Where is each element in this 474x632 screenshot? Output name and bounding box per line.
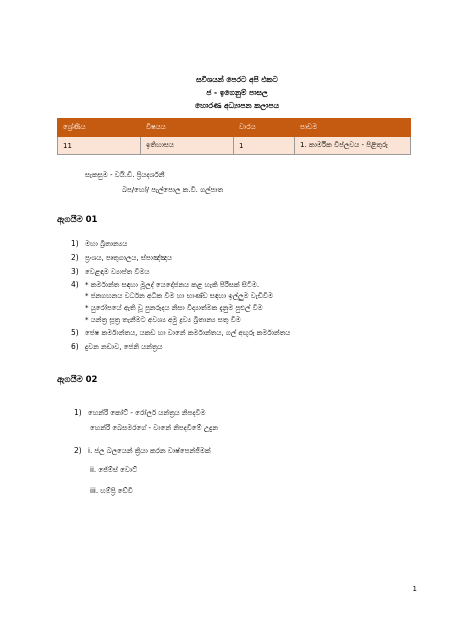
- item-number: 4): [71, 280, 79, 289]
- list-item: [71, 239, 127, 249]
- list-item: [71, 342, 163, 352]
- item-text: * කර්මාන්ත සඳහා මූලද් යෙදෝජනය කළ හැකි පිරිසක් සිටීම.: [85, 281, 260, 289]
- table-header-row: [58, 119, 411, 137]
- list-item: [90, 487, 133, 496]
- header-line-3: හොරණ අධ්‍යාපන කලාපය: [195, 101, 279, 110]
- compiler-school: බප/හෝ/ පැල්පොල ක.වි. ගල්පාත: [122, 186, 224, 194]
- item-number: 6): [71, 342, 79, 351]
- item-text: ii. ජේම්ස් වොට්: [90, 466, 138, 474]
- item-number: 1): [74, 408, 82, 417]
- cell-grade: 11: [58, 137, 141, 155]
- list-item: [90, 424, 218, 433]
- header-lesson: පාඩම: [295, 119, 411, 137]
- list-item: [71, 267, 150, 277]
- item-number: 5): [71, 328, 79, 337]
- list-item: [85, 304, 263, 313]
- list-item: [71, 253, 172, 263]
- item-text: * ජනගහනය වර්ධන අධික වීම හා භාණ්ඩ සඳහා ඉල්ලුම වැඩිවීම: [85, 292, 273, 300]
- item-text: * යන්ත්‍ර සූත්‍ර තැනීමට අවශ්‍ය අමු ද්‍රව්‍ය බ්‍රිතාන්‍ය සතු වීම: [85, 316, 241, 324]
- compiler-name: සැකසුම - වයි.ඩී. ප්‍රියදර්ශනී: [85, 171, 165, 179]
- header-subject: විෂයය: [141, 119, 234, 137]
- item-number: 1): [71, 239, 79, 248]
- item-text: * යුරෝපයේ ඇති වූ පුනරුදය නිසා විද්‍යාත්මක දැනුම පුළුල් වීම: [85, 304, 263, 312]
- list-item: [74, 446, 211, 456]
- item-number: 3): [71, 267, 79, 276]
- section-2-title: ඇගයීම 02: [57, 375, 98, 385]
- item-text: හෙන්රි කෝට් - රෝලර් යන්ත්‍රය නිපදවීම: [88, 409, 206, 417]
- list-item: [85, 316, 241, 325]
- item-text: ජෙෂ කර්මාන්තය, යකඩ හා වානේ කර්මාන්තය, ගල් අඟුරු කර්මාන්තය: [85, 329, 291, 337]
- item-text: හෙන්රි බෙසමරගේ - වානේ නිපදවීමේ උදුන: [90, 424, 218, 432]
- list-item: [90, 466, 137, 475]
- section-1-title: ඇගයීම 01: [57, 215, 98, 225]
- item-number: 2): [71, 253, 79, 262]
- list-item: [74, 408, 206, 418]
- lesson-table: [57, 118, 411, 155]
- item-text: මහා බ්‍රිතාන්‍යය: [85, 240, 128, 248]
- cell-lesson: 1. කාර්මික විප්ලවය - පිළිතුරු: [295, 137, 411, 155]
- table-row: [58, 137, 411, 155]
- item-number: 2): [74, 446, 82, 455]
- cell-subject: ඉතිහාසය: [141, 137, 234, 155]
- item-text: වෙළඳාම ව්‍යාප්ත වීමය: [85, 268, 150, 276]
- header-term: වාරය: [234, 119, 295, 137]
- header-line-2: ජ - ඉගෙනුම් පාසල: [206, 88, 268, 97]
- item-text: iii. හම්ප්‍රි ඩේවි: [90, 487, 133, 495]
- cell-term: 1: [234, 137, 295, 155]
- header-line-1: සවිශයන් පෙරට අපි එකට: [196, 75, 278, 84]
- header-grade: ශ්‍රේණිය: [58, 119, 141, 137]
- list-item: [71, 328, 290, 338]
- item-text: දුවන නඩාව, ජෙනි යන්ත්‍රය: [85, 343, 163, 351]
- item-text: ප්‍රංශය, පෘතුගාලය, ස්පාඤ්ඤය: [85, 254, 172, 262]
- list-item: [71, 280, 259, 290]
- list-item: [85, 292, 273, 301]
- item-text: i. ජල බලයෙන් ක්‍රියා කරන වාෂ්පෙන්ජිමක්: [88, 447, 211, 455]
- page-number: 1: [412, 585, 417, 593]
